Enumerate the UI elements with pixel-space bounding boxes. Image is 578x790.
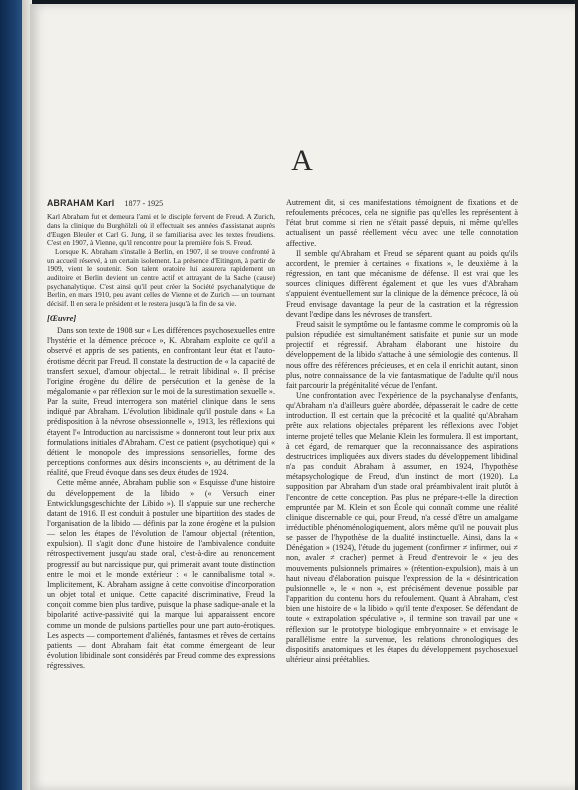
body-paragraph: Freud saisit le symptôme ou le fantasme comme le compromis où la pulsion répudiée est simultanément satisfaite et punie sur un mode projectif et régressif. Abraham élaborant une histoire du développement de la libido s'attache à une sémiologie des contenus. Il nous offre des références précieuses, et en cela il enrichit autant, sinon plus, notre connaissance de la vie fantasmatique de l'adulte qu'il nous fait parcourir la prégénitalité vécue de l'enfant. xyxy=(286,319,518,390)
body-paragraph: Il semble qu'Abraham et Freud se séparent quant au poids qu'ils accordent, le premier à certaines « fixations », le deuxième à la régression, en tant que mécanisme de défense. Il est vrai que les sources cliniques diffèrent également et que les vues d'Abraham s'appuient éventuellement sur la clinique de la démence précoce, là où Freud envisage davantage la peur de la castration et la régression devant l'œdipe dans les névroses de transfert. xyxy=(286,248,518,319)
right-body xyxy=(286,198,518,665)
left-column xyxy=(47,198,275,671)
entry-heading xyxy=(47,198,275,209)
bio-paragraph: Lorsque K. Abraham s'installe à Berlin, en 1907, il se trouve confronté à un accueil réservé, à un certain isolement. La présence d'Eitingon, à partir de 1909, vient le soutenir. Son talent oratoire lui assurera rapidement un auditoire et Berlin devient un centre actif et attrayant de la Sache (cause) psychanalytique. C'est ainsi qu'il peut créer la Société psychanalytique de Berlin, en mars 1910, peu avant celles de Vienne et de Zurich — un tournant décisif. Il en sera le président et le restera jusqu'à la fin de sa vie. xyxy=(47,246,275,309)
body-paragraph: Dans son texte de 1908 sur « Les différences psychosexuelles entre l'hystérie et la démence précoce », K. Abraham exploite ce qu'il a observé et appris de ses patients, en confrontant leur état et l'auto-érotisme décrit par Freud. Il constate la destruction de « la capacité de transfert sexuel, d'amour objectal... le retrait libidinal ». Il précise l'origine érogène du délire de persécution et la genèse de la mégalomanie « par réflexion sur le moi de la surestimation sexuelle ». Par la suite, Freud interrogera son matériel clinique dans le sens indiqué par Abraham. L'évolution libidinale qu'il postule dans « La prédisposition à la névrose obsessionnelle », 1913, les réflexions qui étayent l'« Introduction au narcissisme » donneront tout leur prix aux formulations initiales d'Abraham. C'est ce patient (psychotique) qui « détient le monopole des impressions sensorielles, forme des perceptions conformes aux désirs inconscients », au détriment de la réalité, que Freud évoque dans ses deux études de 1924. xyxy=(47,326,275,478)
left-body xyxy=(47,326,275,671)
section-letter: A xyxy=(291,144,314,177)
right-column xyxy=(286,198,518,665)
biography xyxy=(47,213,275,309)
entry-dates: 1877 - 1925 xyxy=(124,199,164,208)
continuation-paragraph: Autrement dit, si ces manifestations témoignent de fixations et de refoulements précoces, cela ne signifie pas qu'elles les représentent à l'état brut comme si rien ne s'était passé depuis, ni même qu'elles actualisent un passé réellement vécu avec une telle connotation affective. xyxy=(286,198,518,248)
entry-name: ABRAHAM Karl xyxy=(47,198,115,208)
bio-paragraph: Karl Abraham fut et demeura l'ami et le disciple fervent de Freud. A Zurich, dans la clinique du Burghölzli où il effectuait ses années d'assistanat auprès d'Eugen Bleuler et Carl G. Jung, il se familiarisa avec les textes freudiens. C'est en 1907, à Vienne, qu'il rencontre pour la première fois S. Freud. xyxy=(47,212,275,248)
section-title: [Œuvre] xyxy=(47,312,77,323)
body-paragraph: Cette même année, Abraham publie son « Esquisse d'une histoire du développement de la libido » (« Versuch einer Entwicklungsgeschichte der Libido »). Il s'appuie sur une recherche datant de 1916. Il est conduit à postuler une bipartition des stades de l'organisation de la libido — définis par la zone érogène et la pulsion — selon les étapes de l'évolution de l'amour objectal (rétention, expulsion). Il s'agit donc d'une histoire de l'ambivalence conduite rétrospectivement jusqu'au stade oral, c'est-à-dire au renoncement progressif au but narcissique pur, qui primerait avant toute distinction entre le moi et le monde extérieur : « le cannibalisme total ». Implicitement, K. Abraham assigne à cette convoitise d'incorporation un objet total et unique. Cette capacité discriminative, Freud la conçoit comme bien plus tardive, puisque la phase sadique-anale et la bipolarité active-passivité qui la marque lui apparaissent encore comme un monde de pulsions partielles pour une part auto-érotiques. Les aspects — comportement d'aliénés, fantasmes et rêves de certains patients — dont Abraham fait état comme émergeant de leur évolution libidinale sont considérés par Freud comme des expressions régressives. xyxy=(47,478,275,671)
body-paragraph: Une confrontation avec l'expérience de la psychanalyse d'enfants, qu'Abraham n'a d'ailleurs guère abordée, dépasserait le cadre de cette introduction. Il est certain que la précocité et la qualité qu'Abraham prête aux relations objectales préparent les réflexions avec l'objet interne projeté telles que Melanie Klein les formulera. Il est important, à cet égard, de remarquer que la reconnaissance des aspirations destructrices impliquées aux divers stades du développement libidinal n'a pas conduit Abraham à assumer, en 1924, l'hypothèse métapsychologique de Freud, d'un instinct de mort (1920). La supposition par Abraham d'un stade oral préambivalent irait plutôt à l'encontre de cette conception. Pas plus ne prépare-t-elle la direction empruntée par M. Klein et son École qui connaît comme une réalité clinique discernable ce qui, pour Freud, n'a cessé d'être un amalgame irréductible phénoménologiquement, alors même qu'il ne pouvait plus se passer de l'hypothèse de la dualité instinctuelle. Ainsi, dans la « Dénégation » (1924), l'étude du jugement (confirmer ≠ infirmer, oui ≠ non, avaler ≠ cracher) permet à Freud d'entrevoir le « jeu des mouvements pulsionnels primaires » (rétention-expulsion), mais à un haut niveau d'élaboration puisque l'expression de la « désintrication pulsionnelle », le « non », est précisément devenue possible par l'apparition du contenu hors du refoulement. Quant à Abraham, c'est bien une histoire de « la libido » qu'il tente d'exposer. Se défendant de toute « extrapolation spéculative », il termine son travail par une « réflexion sur le prototype biologique embryonnaire » et envisage le parallélisme entre la survenue, les relations chronologiques des dispositifs anatomiques et les étapes du développement psychosexuel ultérieur ainsi préétablies. xyxy=(286,390,518,665)
